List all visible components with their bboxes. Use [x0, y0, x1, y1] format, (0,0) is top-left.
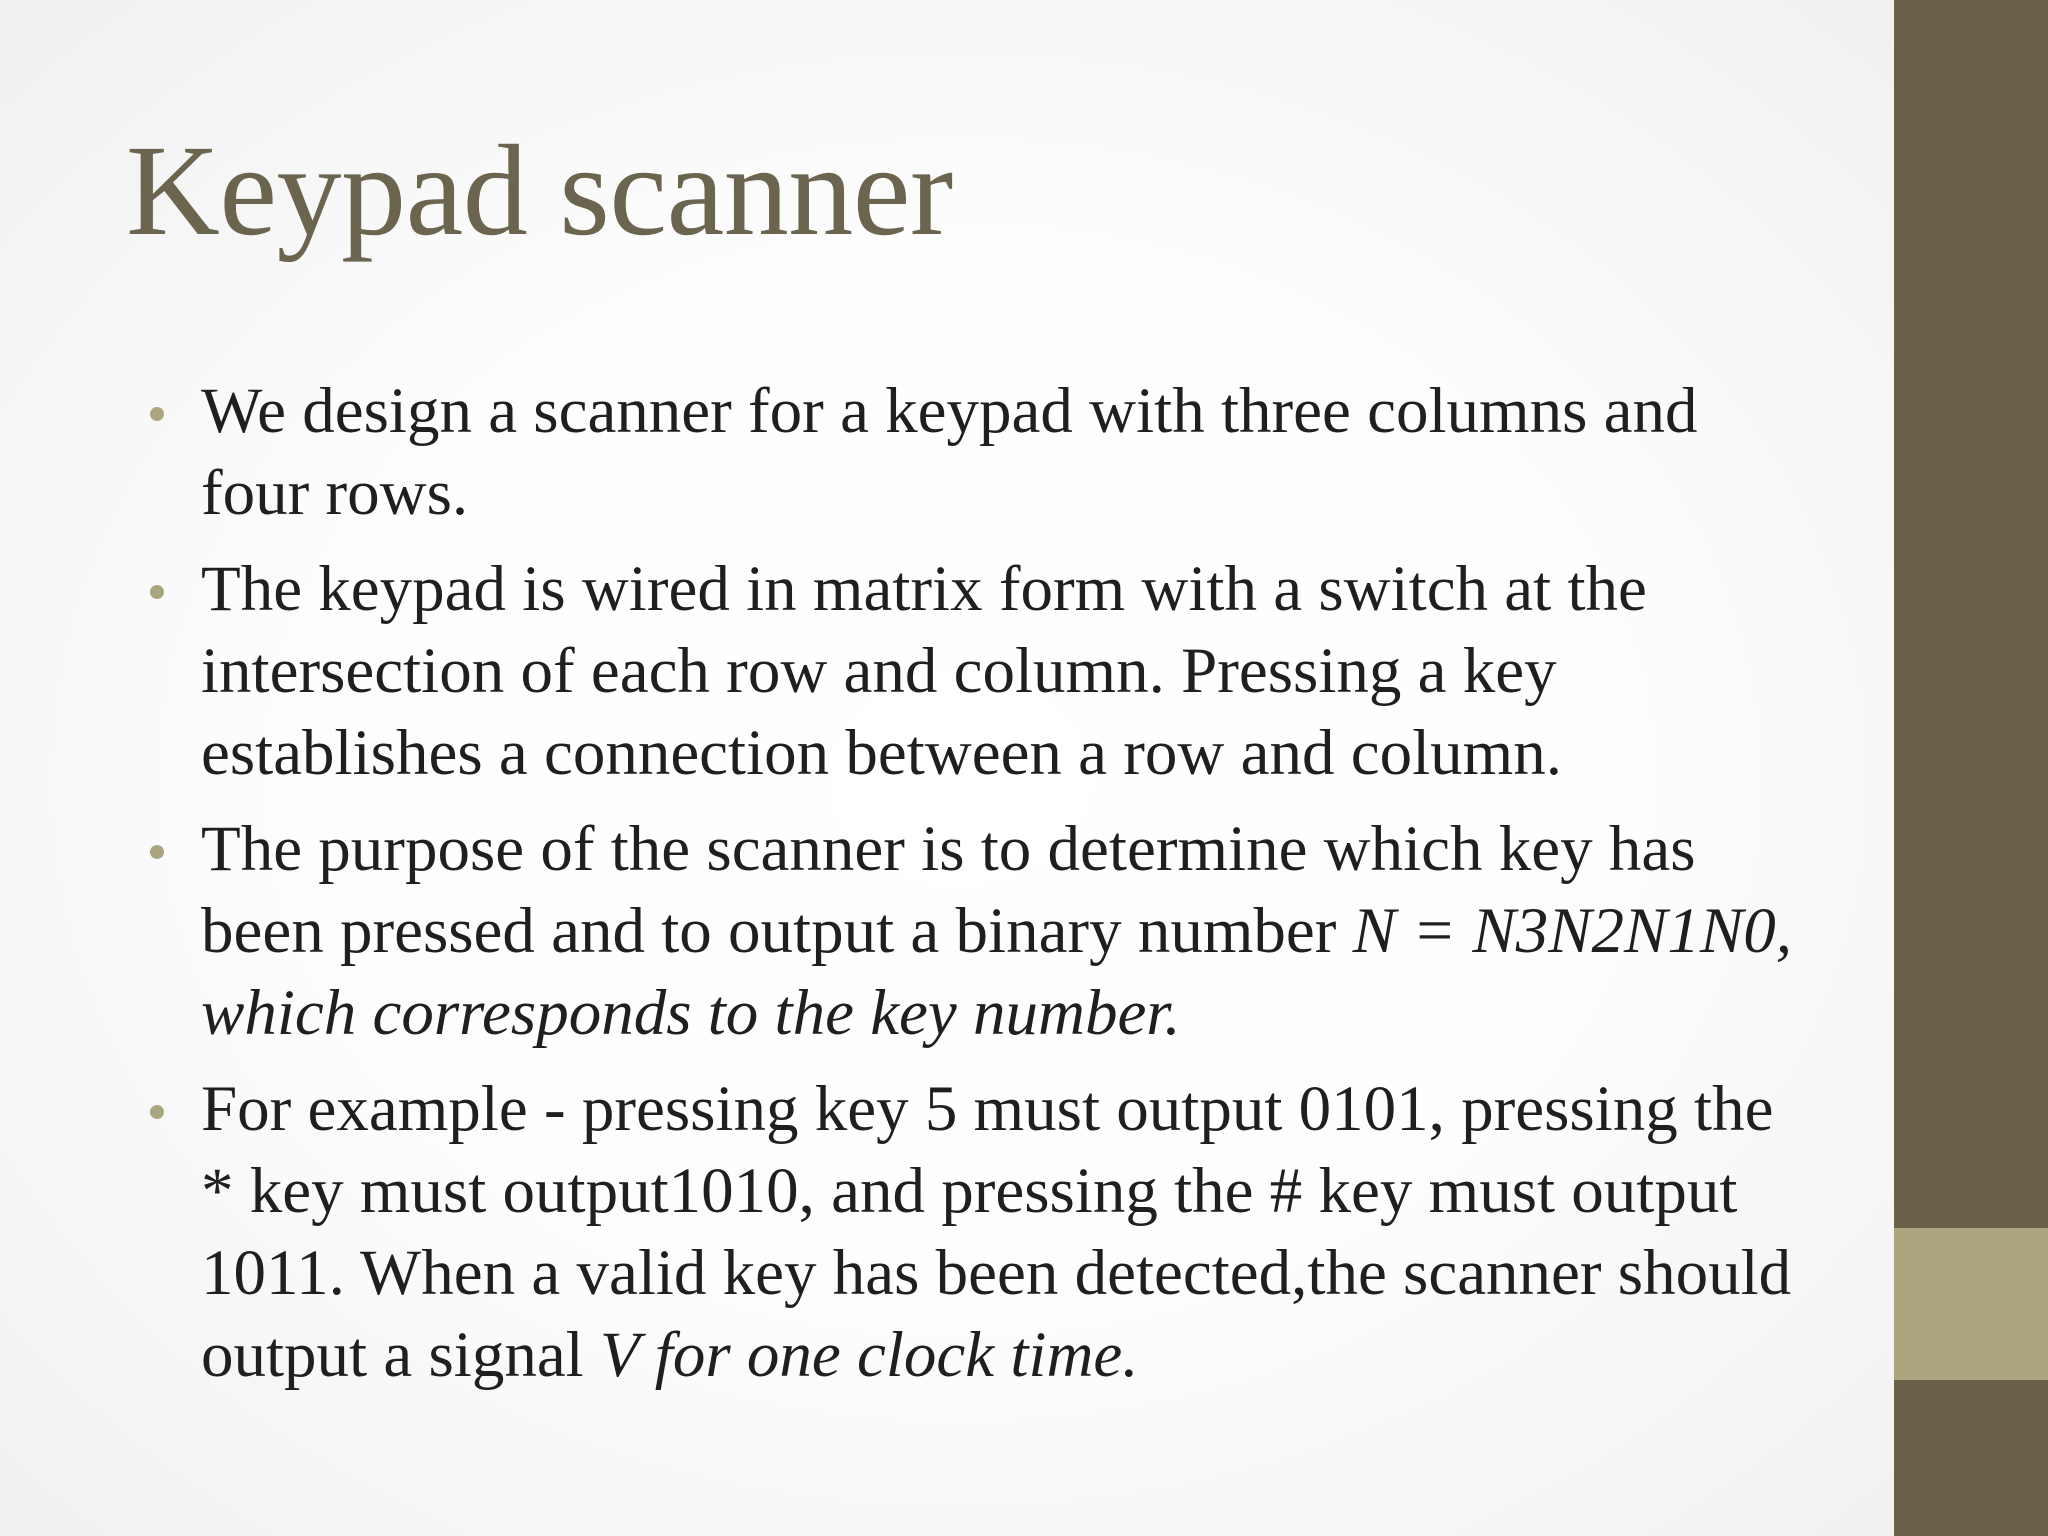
sidebar-accent-block: [1894, 1228, 2048, 1380]
bullet-text-italic: V for one clock time.: [599, 1319, 1139, 1391]
bullet-item-3: [146, 808, 1806, 1054]
bullet-text: The purpose of the scanner is to determine which key has been pressed and to output a binary number: [201, 813, 1696, 967]
bullet-list: [146, 370, 1806, 1410]
slide-title: Keypad scanner: [126, 119, 953, 263]
bullet-item-4: [146, 1068, 1806, 1396]
bullet-item-2: [146, 548, 1806, 794]
bullet-text: The keypad is wired in matrix form with a switch at the intersection of each row and column. Pressing a key establishes a connection between a row and column.: [201, 553, 1647, 789]
bullet-item-1: [146, 370, 1806, 534]
bullet-text: For example - pressing key 5 must output 0101, pressing the * key must output1010, and pressing the # key must output 1011. When a valid key has been detected,the scanner should output a signal: [201, 1073, 1792, 1391]
bullet-text: We design a scanner for a keypad with three columns and four rows.: [201, 375, 1698, 529]
bullet-text-italic: N = N3N2N1N0, which corresponds to the key number.: [201, 895, 1793, 1049]
